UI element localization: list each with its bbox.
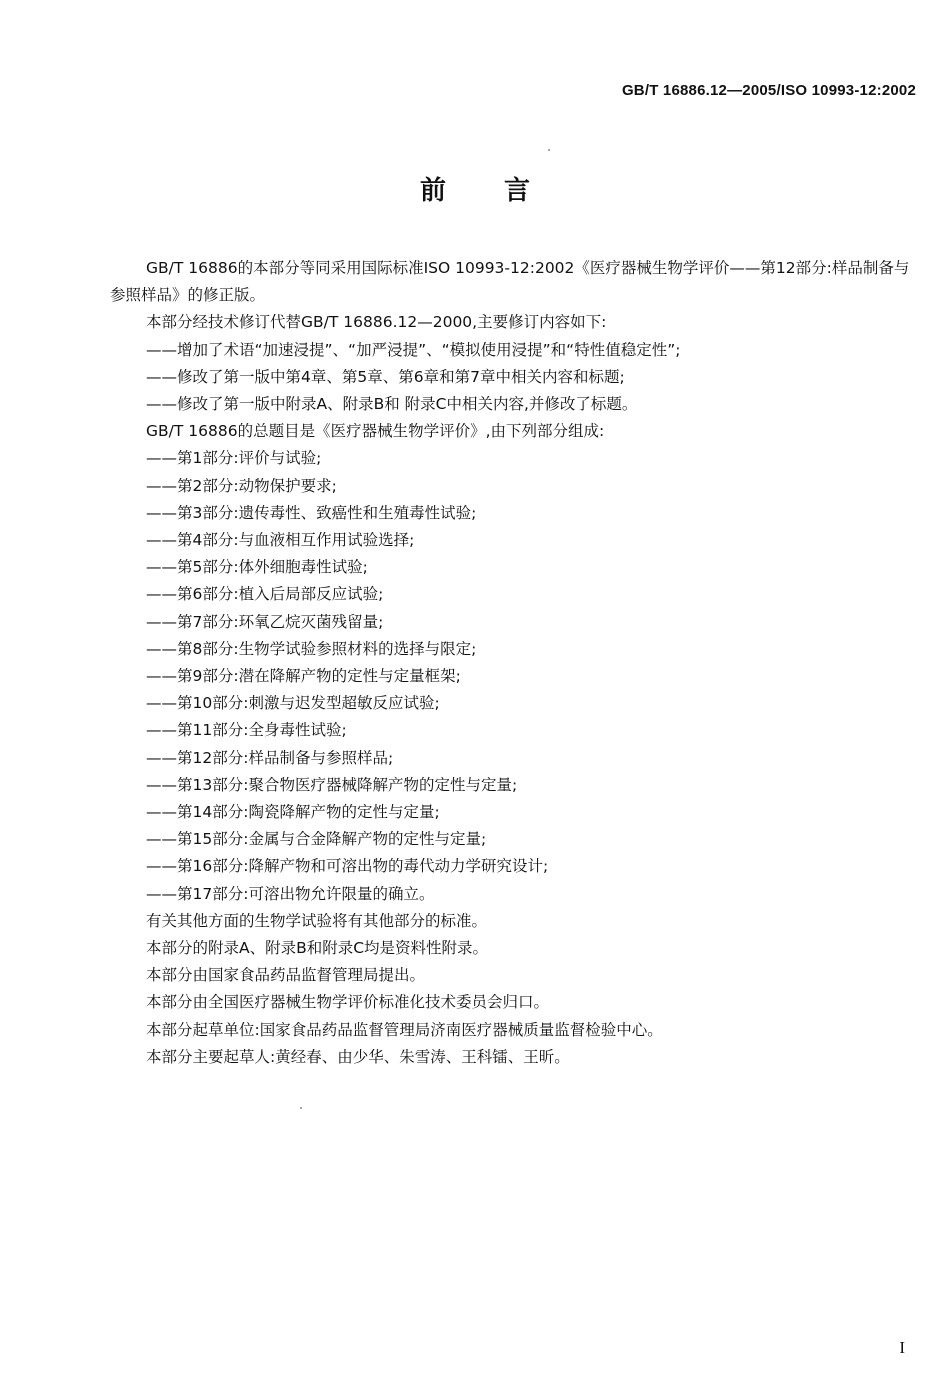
list-item: ——第8部分:生物学试验参照材料的选择与限定; [146, 639, 477, 658]
list-item: ——第13部分:聚合物医疗器械降解产物的定性与定量; [146, 775, 518, 794]
list-item: ——第4部分:与血液相互作用试验选择; [146, 531, 415, 550]
list-item: ——第11部分:全身毒性试验; [146, 721, 347, 740]
closing-paragraph: 本部分的附录A、附录B和附录C均是资料性附录。 [146, 939, 489, 958]
list-item: ——修改了第一版中第4章、第5章、第6章和第7章中相关内容和标题; [146, 367, 625, 386]
list-item: ——第12部分:样品制备与参照样品; [146, 748, 394, 767]
page-number: I [899, 1338, 905, 1357]
closing-paragraph: 本部分由全国医疗器械生物学评价标准化技术委员会归口。 [146, 993, 550, 1012]
list-item: ——第9部分:潜在降解产物的定性与定量框架; [146, 667, 461, 686]
closing-paragraph: 有关其他方面的生物学试验将有其他部分的标准。 [146, 911, 488, 930]
closing-paragraph: 本部分由国家食品药品监督管理局提出。 [146, 966, 426, 985]
list-item: ——第2部分:动物保护要求; [146, 476, 337, 495]
list-item: ——增加了术语“加速浸提”、“加严浸提”、“模拟使用浸提”和“特性值稳定性”; [146, 340, 681, 359]
list-item: ——第1部分:评价与试验; [146, 449, 322, 468]
list-item: ——第7部分:环氧乙烷灭菌残留量; [146, 612, 384, 631]
list-item: ——修改了第一版中附录A、附录B和 附录C中相关内容,并修改了标题。 [146, 395, 638, 414]
intro-paragraph: GB/T 16886的本部分等同采用国际标准ISO 10993-12:2002《医疗器械生物学评价——第12部分:样品制备与参照样品》的修正版。 [110, 259, 910, 305]
standard-number: GB/T 16886.12—2005/ISO 10993-12:2002 [621, 82, 916, 99]
list-item: ——第16部分:降解产物和可溶出物的毒代动力学研究设计; [146, 857, 549, 876]
revision-intro: 本部分经技术修订代替GB/T 16886.12—2000,主要修订内容如下: [146, 313, 607, 332]
foreword-body [110, 255, 922, 1071]
revision-list [110, 337, 922, 419]
list-item: ——第15部分:金属与合金降解产物的定性与定量; [146, 830, 487, 849]
scan-speck [548, 149, 550, 151]
list-item: ——第3部分:遗传毒性、致癌性和生殖毒性试验; [146, 503, 477, 522]
list-item: ——第10部分:刺激与迟发型超敏反应试验; [146, 694, 440, 713]
list-item: ——第5部分:体外细胞毒性试验; [146, 558, 368, 577]
parts-intro: GB/T 16886的总题目是《医疗器械生物学评价》,由下列部分组成: [146, 422, 605, 441]
page-title: 前言 [419, 176, 588, 206]
closing-paragraph: 本部分起草单位:国家食品药品监督管理局济南医疗器械质量监督检验中心。 [146, 1020, 663, 1039]
closing-paragraph: 本部分主要起草人:黄经春、由少华、朱雪涛、王科镭、王昕。 [146, 1047, 570, 1066]
list-item: ——第6部分:植入后局部反应试验; [146, 585, 384, 604]
list-item: ——第14部分:陶瓷降解产物的定性与定量; [146, 803, 440, 822]
parts-list [110, 445, 922, 907]
scan-speck [300, 1107, 302, 1109]
list-item: ——第17部分:可溶出物允许限量的确立。 [146, 884, 435, 903]
